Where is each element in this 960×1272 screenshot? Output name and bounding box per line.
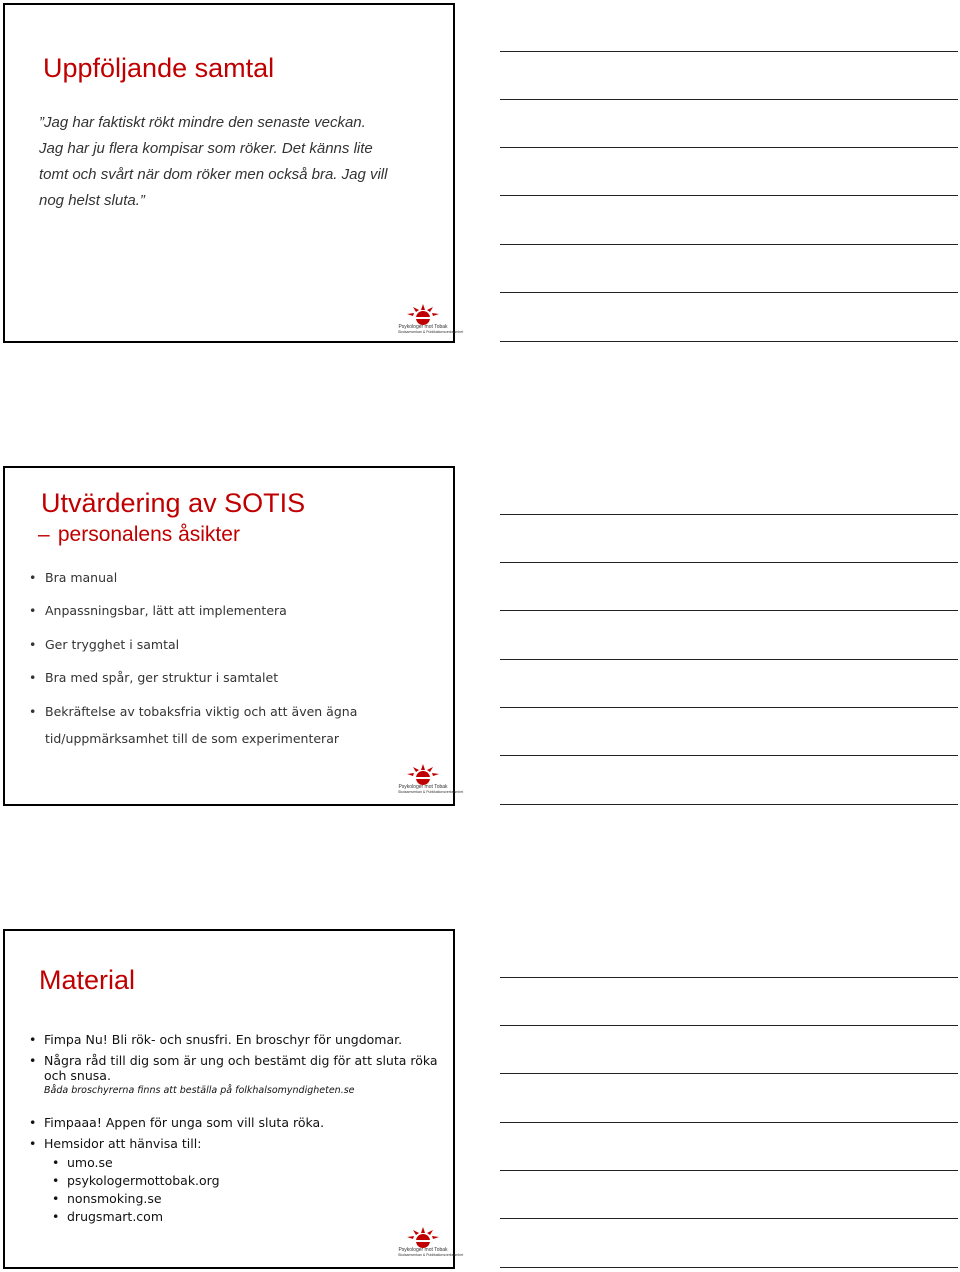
- subtitle-text: personalens åsikter: [57, 523, 240, 546]
- list-item: [27, 1053, 447, 1083]
- note-line: [500, 1218, 958, 1219]
- bullet-icon: •: [29, 704, 37, 719]
- list-item-text: Fimpaaa! Appen för unga som vill sluta röka.: [44, 1115, 325, 1130]
- psykologer-mot-tobak-logo: [398, 1226, 464, 1266]
- note-line: [500, 1267, 958, 1268]
- quote-line: tomt och svårt när dom röker men också bra. Jag vill: [39, 166, 388, 183]
- bullet-icon: •: [52, 1191, 60, 1206]
- list-item: [27, 1115, 447, 1130]
- bullet-icon: •: [29, 1032, 37, 1047]
- note-line: [500, 292, 958, 293]
- note-line: [500, 99, 958, 100]
- bullet-icon: •: [29, 1115, 37, 1130]
- list-item-continuation: [29, 728, 357, 750]
- slide-3: [3, 929, 464, 1269]
- quote-line: ”Jag har faktiskt rökt mindre den senaste veckan.: [39, 114, 366, 131]
- logo-subtext: Skolsamverkan & Publikationsverksamhet: [398, 330, 464, 334]
- link-item[interactable]: [27, 1208, 447, 1226]
- link-text[interactable]: nonsmoking.se: [67, 1191, 162, 1206]
- note-line: [500, 977, 958, 978]
- slide-title: Material: [39, 965, 136, 995]
- logo-text: Psykologer mot Tobak: [398, 1247, 448, 1253]
- psykologer-mot-tobak-logo: [398, 763, 464, 803]
- note-line: [500, 610, 958, 611]
- list-item: [29, 667, 357, 701]
- note-line: [500, 341, 958, 342]
- list-item: [27, 1032, 447, 1047]
- bullet-icon: •: [29, 603, 37, 618]
- link-item[interactable]: [27, 1172, 447, 1190]
- psykologer-mot-tobak-logo: [398, 303, 464, 343]
- note-line: [500, 804, 958, 805]
- logo-text: Psykologer mot Tobak: [398, 324, 448, 330]
- note-line: [500, 755, 958, 756]
- evaluation-list: [29, 567, 357, 750]
- note-line: [500, 147, 958, 148]
- dash-icon: –: [38, 523, 50, 546]
- note-line: [500, 1122, 958, 1123]
- list-item-text: Anpassningsbar, lätt att implementera: [45, 603, 287, 618]
- list-item: [29, 634, 357, 667]
- slide-title: Utvärdering av SOTIS: [41, 488, 306, 518]
- note-line: [500, 51, 958, 52]
- slide-subtitle: [38, 523, 240, 547]
- note-line: [500, 1170, 958, 1171]
- list-item-text: Fimpa Nu! Bli rök- och snusfri. En broschyr för ungdomar.: [44, 1032, 403, 1047]
- list-item-text: Bra manual: [45, 570, 118, 585]
- list-item-text: Hemsidor att hänvisa till:: [44, 1136, 202, 1151]
- list-item: [29, 701, 357, 728]
- list-item-text: Bekräftelse av tobaksfria viktig och att även ägna: [45, 704, 358, 719]
- list-item-text: Bra med spår, ger struktur i samtalet: [45, 670, 279, 685]
- logo-subtext: Skolsamverkan & Publikationsverksamhet: [398, 790, 464, 794]
- list-item: [27, 1136, 447, 1151]
- list-item-text: Några råd till dig som är ung och bestämt dig för att sluta röka och snusa.: [44, 1053, 438, 1083]
- slide-title: Uppföljande samtal: [43, 53, 275, 83]
- link-text[interactable]: umo.se: [67, 1155, 113, 1170]
- list-item: [29, 567, 357, 600]
- list-item-text: tid/uppmärksamhet till de som experimenterar: [45, 731, 339, 746]
- note-line: [500, 659, 958, 660]
- bullet-icon: •: [29, 670, 37, 685]
- quote-line: nog helst sluta.”: [39, 192, 145, 209]
- note-line: [500, 562, 958, 563]
- bullet-icon: •: [52, 1209, 60, 1224]
- link-text[interactable]: drugsmart.com: [67, 1209, 163, 1224]
- logo-subtext: Skolsamverkan & Publikationsverksamhet: [398, 1253, 464, 1257]
- bullet-icon: •: [29, 1053, 37, 1068]
- note-line: [500, 244, 958, 245]
- link-text[interactable]: psykologermottobak.org: [67, 1173, 220, 1188]
- note-line: [500, 1073, 958, 1074]
- list-item: [29, 600, 357, 634]
- bullet-icon: •: [29, 637, 37, 652]
- list-item-text: Ger trygghet i samtal: [45, 637, 180, 652]
- note-line: [500, 514, 958, 515]
- order-note: Båda broschyrerna finns att beställa på folkhalsomyndigheten.se: [44, 1085, 355, 1096]
- slide-1: [3, 3, 464, 343]
- quote-text: [39, 110, 439, 214]
- material-list: [27, 1032, 447, 1226]
- bullet-icon: •: [52, 1155, 60, 1170]
- bullet-icon: •: [29, 570, 37, 585]
- sun-logo-icon: [398, 763, 448, 785]
- sun-logo-icon: [398, 303, 448, 325]
- note-line: [500, 1025, 958, 1026]
- note-line: [500, 707, 958, 708]
- link-item[interactable]: [27, 1154, 447, 1172]
- note-line: [500, 195, 958, 196]
- quote-line: Jag har ju flera kompisar som röker. Det känns lite: [39, 140, 373, 157]
- bullet-icon: •: [29, 1136, 37, 1151]
- logo-text: Psykologer mot Tobak: [398, 784, 448, 790]
- sun-logo-icon: [398, 1226, 448, 1248]
- link-item[interactable]: [27, 1190, 447, 1208]
- bullet-icon: •: [52, 1173, 60, 1188]
